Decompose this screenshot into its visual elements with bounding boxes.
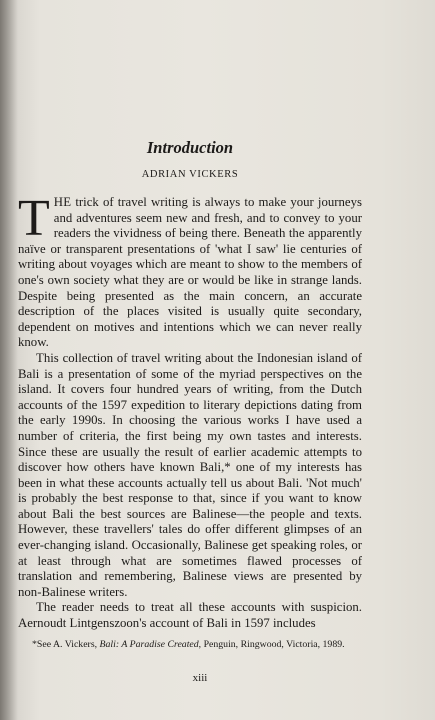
- main-text: [18, 138, 362, 632]
- paragraph-1: [18, 190, 362, 351]
- footnote: [32, 638, 362, 651]
- footnote-prefix: *See A. Vickers,: [32, 639, 100, 650]
- footnote-suffix: , Penguin, Ringwood, Victoria, 1989.: [198, 639, 345, 650]
- drop-cap: T: [18, 190, 50, 247]
- paragraph-3: The reader needs to treat all these accounts with suspicion. Aernoudt Lintgenszoon's account of Bali in 1597 includes: [18, 600, 362, 631]
- page-number: xiii: [192, 672, 208, 684]
- footnote-book-title: Bali: A Paradise Created: [99, 639, 199, 650]
- author-name: ADRIAN VICKERS: [141, 169, 239, 180]
- paragraph-2: This collection of travel writing about the Indonesian island of Bali is a presentation of some of the myriad perspectives on the island. It covers four hundred years of writing, from the Dutch accounts of the 1597 expedition to literary depictions dating from the early 1990s. In choosing the various works I have used a number of criteria, the first being my own tastes and interests. Since these are usually the result of earlier academic attempts to discover how others have known Bali,* one of my interests has been in what these accounts actually tell us about Bali. 'Not much' is probably the best response to that, since if you want to know about Bali the best sources are Balinese—the people and texts. However, these travellers' tales do offer different glimpses of an ever-changing island. Occasionally, Balinese get speaking roles, or at least through what are sometimes flawed processes of translation and remembering, Balinese views are presented by non-Balinese writers.: [18, 350, 362, 599]
- paragraph-1-text: trick of travel writing is always to make your journeys and adventures seem new and fresh, and to convey to your readers the vividness of being there. Beneath the apparently naïve or transparent presentations of 'what I saw' lie centuries of writing about voyages which are meant to show to the members of one's own society what they are or would be like in strange lands. Despite being presented as the main concern, an accurate description of the places visited is usually quite secondary, dependent on motives and intentions which we can never really know.: [18, 195, 362, 350]
- chapter-title: Introduction: [146, 138, 234, 157]
- gutter-shadow: [0, 0, 18, 720]
- paragraph-1-smallcaps: HE: [53, 195, 72, 209]
